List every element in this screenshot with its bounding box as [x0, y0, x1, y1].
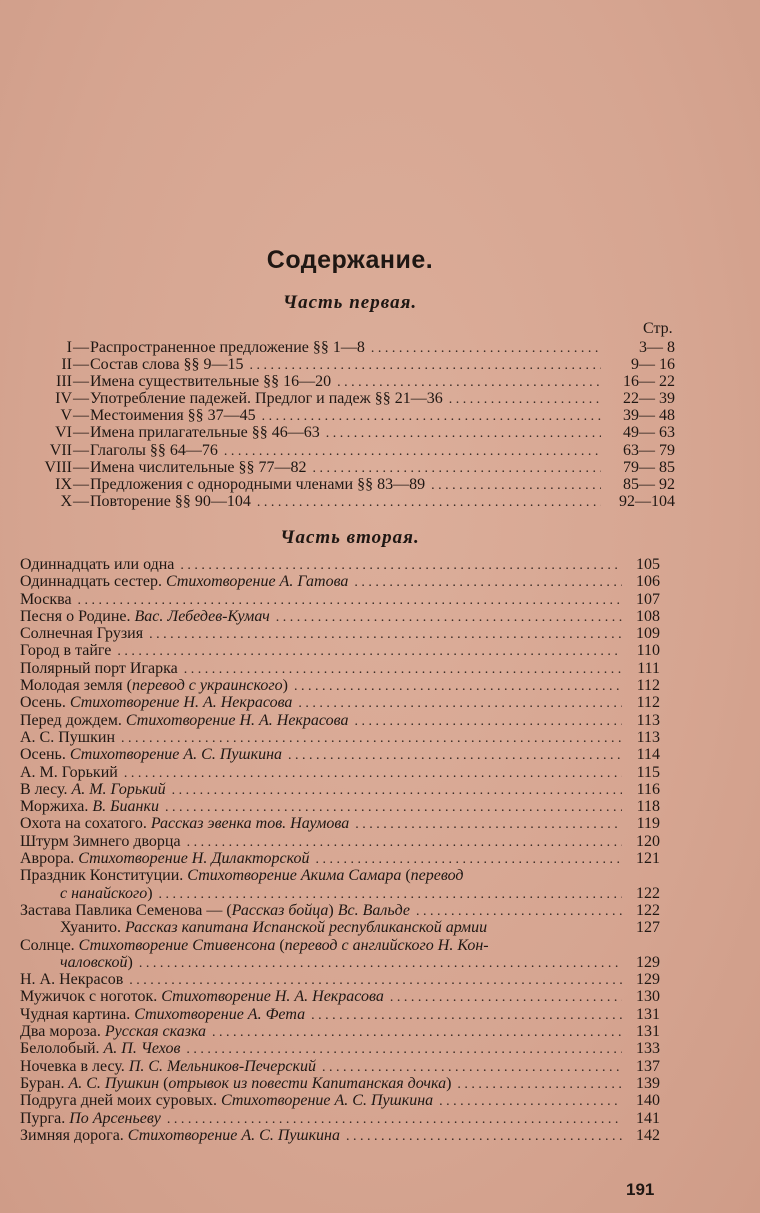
toc-entry [20, 712, 660, 729]
entry-title: Имена числительные §§ 77—82 [90, 458, 307, 476]
entry-page: 108 [636, 607, 660, 625]
entry-plain-text: Пурга. [20, 1109, 70, 1127]
entry-title [20, 833, 181, 850]
leader-dots [117, 643, 622, 660]
leader-dots [416, 903, 622, 920]
entry-plain-text: В лесу. [20, 780, 72, 798]
leader-dots [212, 1024, 622, 1041]
toc-entry [20, 729, 660, 746]
separator-dash: — [73, 492, 89, 510]
separator-dash: — [73, 441, 89, 459]
entry-pages: 22— 39 [623, 390, 675, 408]
entry-tail-text: ) [282, 677, 288, 695]
entry-plain-text: Перед дождем. [20, 711, 126, 729]
entry-title [20, 625, 143, 642]
leader-dots [288, 747, 622, 764]
leader-dots [346, 1128, 622, 1145]
entry-page: 137 [636, 1057, 660, 1075]
toc-entry [20, 954, 660, 971]
toc-entry [20, 625, 660, 642]
entry-page: 109 [636, 625, 660, 643]
entry-title [20, 798, 159, 815]
leader-dots [322, 1059, 622, 1076]
entry-pages: 92—104 [619, 492, 675, 510]
entry-page: 107 [636, 590, 660, 608]
separator-dash: — [73, 373, 89, 391]
toc-entry [20, 746, 660, 763]
separator-dash: — [73, 475, 89, 493]
entry-title [20, 677, 288, 694]
chapter-number: VII [49, 441, 72, 459]
leader-dots [431, 477, 601, 494]
entry-italic-text-2: перевод с английского Н. Кон- [284, 936, 489, 954]
toc-entry [20, 850, 660, 867]
entry-page: 131 [636, 1005, 660, 1023]
contents-heading: Содержание. [266, 246, 434, 274]
toc-entry [20, 919, 660, 936]
toc-entry [20, 1127, 660, 1144]
leader-dots [294, 678, 622, 695]
leader-dots [149, 626, 622, 643]
entry-title: Имена прилагательные §§ 46—63 [90, 424, 320, 442]
entry-italic-text: Русская сказка [104, 1023, 207, 1041]
toc-entry [20, 556, 660, 573]
entry-page: 112 [636, 694, 660, 712]
entry-plain-text: Песня о Родине. [20, 607, 135, 625]
toc-entry [20, 798, 660, 815]
toc-entry [20, 988, 660, 1005]
leader-dots [298, 695, 622, 712]
leader-dots [276, 609, 622, 626]
entry-italic-text: По Арсеньеву [69, 1109, 161, 1127]
entry-pages: 85— 92 [623, 475, 675, 493]
part2-contents [20, 556, 660, 1144]
entry-title [20, 815, 349, 832]
entry-page: 116 [636, 780, 660, 798]
entry-page: 122 [636, 901, 660, 919]
entry-title: Состав слова §§ 9—15 [90, 356, 244, 374]
entry-plain-text: Два мороза. [20, 1023, 105, 1041]
entry-plain-text: Полярный порт Игарка [20, 659, 178, 677]
leader-dots [180, 557, 622, 574]
entry-page: 139 [636, 1074, 660, 1092]
entry-title [20, 573, 348, 590]
entry-italic-text: с нанайского [60, 884, 148, 902]
entry-italic-text: перевод с украинского [131, 677, 283, 695]
entry-plain-text: Москва [20, 590, 72, 608]
entry-page: 131 [636, 1023, 660, 1041]
entry-plain-text: Зимняя дорога. [20, 1126, 128, 1144]
entry-italic-text: В. Бианки [92, 798, 159, 816]
entry-italic-text: Стихотворение Акима Самара [187, 867, 402, 885]
leader-dots [167, 1111, 622, 1128]
leader-dots [439, 1093, 622, 1110]
entry-page: 130 [636, 988, 660, 1006]
entry-italic-text: Стихотворение А. С. Пушкина [127, 1126, 340, 1144]
toc-entry [20, 1058, 660, 1075]
entry-page: 115 [636, 763, 660, 781]
leader-dots [186, 1041, 622, 1058]
entry-title [20, 1110, 161, 1127]
entry-page: 110 [636, 642, 660, 660]
entry-pages: 63— 79 [623, 441, 675, 459]
entry-tail-text-2: ) [446, 1074, 452, 1092]
toc-entry [20, 1023, 660, 1040]
leader-dots [311, 1007, 622, 1024]
chapter-number: I [66, 339, 72, 356]
entry-page: 129 [636, 953, 660, 971]
chapter-number: II [61, 356, 72, 374]
entry-title [60, 919, 487, 936]
separator-dash: — [73, 339, 89, 356]
entry-plain-text: Охота на сохатого. [20, 815, 151, 833]
toc-entry [20, 781, 660, 798]
toc-entry [20, 642, 660, 659]
entry-page: 113 [636, 728, 660, 746]
entry-italic-text: Стихотворение Стивенсона [78, 936, 276, 954]
entry-plain-text: Аврора. [20, 850, 79, 868]
toc-entry [20, 1075, 660, 1092]
entry-tail-text: ) [328, 901, 338, 919]
entry-title [20, 1023, 206, 1040]
leader-dots [354, 713, 622, 730]
entry-italic-text-2: отрывок из повести Капитанская дочка [168, 1074, 447, 1092]
entry-title: Употребление падежей. Предлог и падеж §§ 21—36 [90, 390, 443, 408]
entry-title [20, 694, 292, 711]
entry-pages: 16— 22 [623, 373, 675, 391]
entry-tail-text: ) [127, 953, 133, 971]
entry-title [20, 642, 111, 659]
entry-page: 106 [636, 573, 660, 591]
entry-plain-text: Молодая земля ( [20, 677, 132, 695]
entry-italic-text: А. П. Чехов [103, 1040, 181, 1058]
entry-plain-text: Н. А. Некрасов [20, 971, 124, 989]
toc-entry [10, 493, 675, 510]
toc-entry [10, 373, 675, 390]
toc-entry [20, 573, 660, 590]
entry-title [20, 1092, 433, 1109]
entry-tail-text: ( [159, 1074, 169, 1092]
entry-plain-text: Застава Павлика Семенова — ( [20, 901, 232, 919]
part1-contents [10, 339, 675, 510]
entry-italic-text: Стихотворение Н. А. Некрасова [125, 711, 349, 729]
entry-plain-text: Город в тайге [20, 642, 112, 660]
entry-pages: 79— 85 [623, 458, 675, 476]
entry-italic-text: А. С. Пушкин [68, 1074, 160, 1092]
toc-entry [20, 764, 660, 781]
entry-page: 122 [636, 884, 660, 902]
entry-title [20, 988, 384, 1005]
toc-entry [10, 407, 675, 424]
entry-plain-text: Моржиха. [20, 798, 93, 816]
entry-italic-text: Стихотворение Н. Дилакторской [78, 850, 310, 868]
entry-title [20, 902, 410, 919]
toc-entry [20, 660, 660, 677]
entry-title [20, 660, 178, 677]
separator-dash: — [73, 356, 89, 374]
toc-entry [10, 356, 675, 373]
entry-plain-text: Буран. [20, 1074, 69, 1092]
toc-entry [20, 591, 660, 608]
entry-plain-text: Одиннадцать или одна [20, 556, 175, 573]
entry-italic-text: Рассказ бойца [231, 901, 329, 919]
separator-dash: — [73, 390, 89, 408]
entry-plain-text: Осень. [20, 746, 70, 764]
entry-page: 127 [636, 919, 660, 937]
page-number: 191 [626, 1180, 655, 1199]
entry-page: 111 [637, 659, 660, 677]
toc-entry [20, 833, 660, 850]
entry-plain-text: Хуанито. [60, 919, 125, 937]
chapter-number: III [56, 373, 72, 391]
entry-plain-text: Праздник Конституции. [20, 867, 188, 885]
toc-entry [20, 971, 660, 988]
chapter-number: IV [55, 390, 72, 408]
entry-tail-text: ) [147, 884, 153, 902]
entry-tail-text: ( [401, 867, 411, 885]
entry-title: Глаголы §§ 64—76 [90, 441, 218, 459]
entry-italic-text: Рассказ капитана Испанской республиканской армии [124, 919, 488, 937]
entry-title [20, 729, 115, 746]
entry-italic-text-2: Вс. Вальде [337, 901, 411, 919]
entry-pages: 3— 8 [639, 339, 675, 356]
entry-italic-text: Стихотворение А. С. Пушкина [69, 746, 282, 764]
entry-italic-text-2: перевод [410, 867, 464, 885]
leader-dots [257, 494, 601, 511]
chapter-number: IX [55, 475, 72, 493]
leader-dots [224, 443, 601, 460]
entry-plain-text: А. С. Пушкин [20, 728, 115, 746]
entry-title [20, 937, 489, 954]
entry-title [20, 781, 166, 798]
entry-pages: 49— 63 [623, 424, 675, 442]
entry-plain-text: Солнечная Грузия [20, 625, 144, 643]
leader-dots [124, 765, 622, 782]
entry-page: 118 [636, 798, 660, 816]
leader-dots [129, 972, 622, 989]
entry-page: 113 [636, 711, 660, 729]
toc-entry [10, 459, 675, 476]
leader-dots [172, 782, 622, 799]
entry-title [20, 1040, 180, 1057]
entry-title [20, 1075, 451, 1092]
entry-title [20, 1058, 316, 1075]
entry-page: 114 [636, 746, 660, 764]
page-column-label: Стр. [643, 320, 673, 337]
entry-title [20, 971, 123, 988]
entry-italic-text: А. М. Горький [71, 780, 166, 798]
toc-entry [20, 1040, 660, 1057]
entry-plain-text: Солнце. [20, 936, 79, 954]
entry-plain-text: Одиннадцать сестер. [20, 573, 166, 591]
entry-page: 141 [636, 1109, 660, 1127]
toc-entry [10, 442, 675, 459]
leader-dots [355, 816, 622, 833]
leader-dots [250, 357, 601, 374]
entry-tail-text: ( [275, 936, 285, 954]
entry-plain-text: Штурм Зимнего дворца [20, 832, 181, 850]
toc-entry [20, 694, 660, 711]
toc-entry [20, 1110, 660, 1127]
toc-entry [10, 390, 675, 407]
entry-title [20, 1006, 305, 1023]
toc-entry [20, 937, 660, 954]
leader-dots [78, 592, 622, 609]
entry-title: Повторение §§ 90—104 [90, 492, 251, 510]
entry-pages: 39— 48 [623, 407, 675, 425]
toc-entry [20, 815, 660, 832]
entry-title [20, 867, 464, 884]
toc-entry [20, 1092, 660, 1109]
leader-dots [337, 374, 601, 391]
entry-plain-text: Белолобый. [20, 1040, 104, 1058]
entry-italic-text: Стихотворение А. Гатова [165, 573, 349, 591]
entry-page: 112 [636, 677, 660, 695]
toc-entry [20, 902, 660, 919]
leader-dots [354, 574, 622, 591]
leader-dots [159, 886, 622, 903]
entry-title: Имена существительные §§ 16—20 [90, 373, 332, 391]
part2-title: Часть вторая. [280, 527, 420, 548]
toc-entry [20, 885, 660, 902]
entry-title: Местоимения §§ 37—45 [90, 407, 256, 425]
toc-entry [10, 424, 675, 441]
entry-plain-text: Подруга дней моих суровых. [20, 1092, 221, 1110]
entry-page: 120 [636, 832, 660, 850]
entry-title: Предложения с однородными членами §§ 83—89 [90, 475, 426, 493]
entry-title [60, 954, 133, 971]
leader-dots [121, 730, 622, 747]
entry-page: 133 [636, 1040, 660, 1058]
toc-entry [10, 476, 675, 493]
leader-dots [449, 391, 601, 408]
entry-plain-text: Осень. [20, 694, 70, 712]
entry-page: 129 [636, 971, 660, 989]
chapter-number: V [60, 407, 72, 425]
entry-page: 121 [636, 850, 660, 868]
entry-page: 119 [636, 815, 660, 833]
part1-title: Часть первая. [282, 292, 418, 313]
entry-italic-text: Стихотворение Н. А. Некрасова [161, 988, 384, 1006]
toc-entry [20, 677, 660, 694]
entry-title [20, 591, 72, 608]
entry-title [60, 885, 153, 902]
entry-page: 142 [636, 1126, 660, 1144]
leader-dots [371, 340, 601, 357]
entry-title [20, 1127, 340, 1144]
leader-dots [326, 425, 601, 442]
toc-entry [10, 339, 675, 356]
entry-title [20, 850, 310, 867]
leader-dots [165, 799, 622, 816]
entry-plain-text: Ночевка в лесу. [20, 1057, 129, 1075]
entry-title [20, 764, 118, 781]
toc-entry [20, 1006, 660, 1023]
entry-plain-text: Чудная картина. [20, 1005, 135, 1023]
entry-title: Распространенное предложение §§ 1—8 [90, 339, 365, 356]
entry-plain-text: Мужичок с ноготок. [20, 988, 162, 1006]
leader-dots [184, 661, 622, 678]
entry-title [20, 712, 348, 729]
entry-italic-text: Стихотворение Н. А. Некрасова [69, 694, 293, 712]
entry-title [20, 608, 270, 625]
entry-page: 140 [636, 1092, 660, 1110]
toc-entry [20, 608, 660, 625]
entry-italic-text: Рассказ эвенка тов. Наумова [150, 815, 350, 833]
leader-dots [390, 989, 622, 1006]
separator-dash: — [73, 424, 89, 442]
entry-plain-text: А. М. Горький [20, 763, 118, 781]
entry-pages: 9— 16 [631, 356, 675, 374]
entry-italic-text: Стихотворение А. Фета [134, 1005, 306, 1023]
separator-dash: — [73, 458, 89, 476]
entry-title [20, 556, 174, 573]
chapter-number: X [60, 492, 72, 510]
entry-italic-text: чаловской [60, 953, 128, 971]
leader-dots [313, 460, 602, 477]
chapter-number: VI [55, 424, 72, 442]
leader-dots [316, 851, 622, 868]
chapter-number: VIII [44, 458, 72, 476]
entry-italic-text: Вас. Лебедев-Кумач [134, 607, 270, 625]
entry-italic-text: П. С. Мельников-Печерский [128, 1057, 316, 1075]
leader-dots [139, 955, 622, 972]
entry-title [20, 746, 282, 763]
separator-dash: — [73, 407, 89, 425]
leader-dots [187, 834, 622, 851]
entry-italic-text: Стихотворение А. С. Пушкина [220, 1092, 434, 1110]
leader-dots [262, 408, 601, 425]
toc-entry [20, 867, 660, 884]
leader-dots [457, 1076, 622, 1093]
entry-page: 105 [636, 556, 660, 573]
